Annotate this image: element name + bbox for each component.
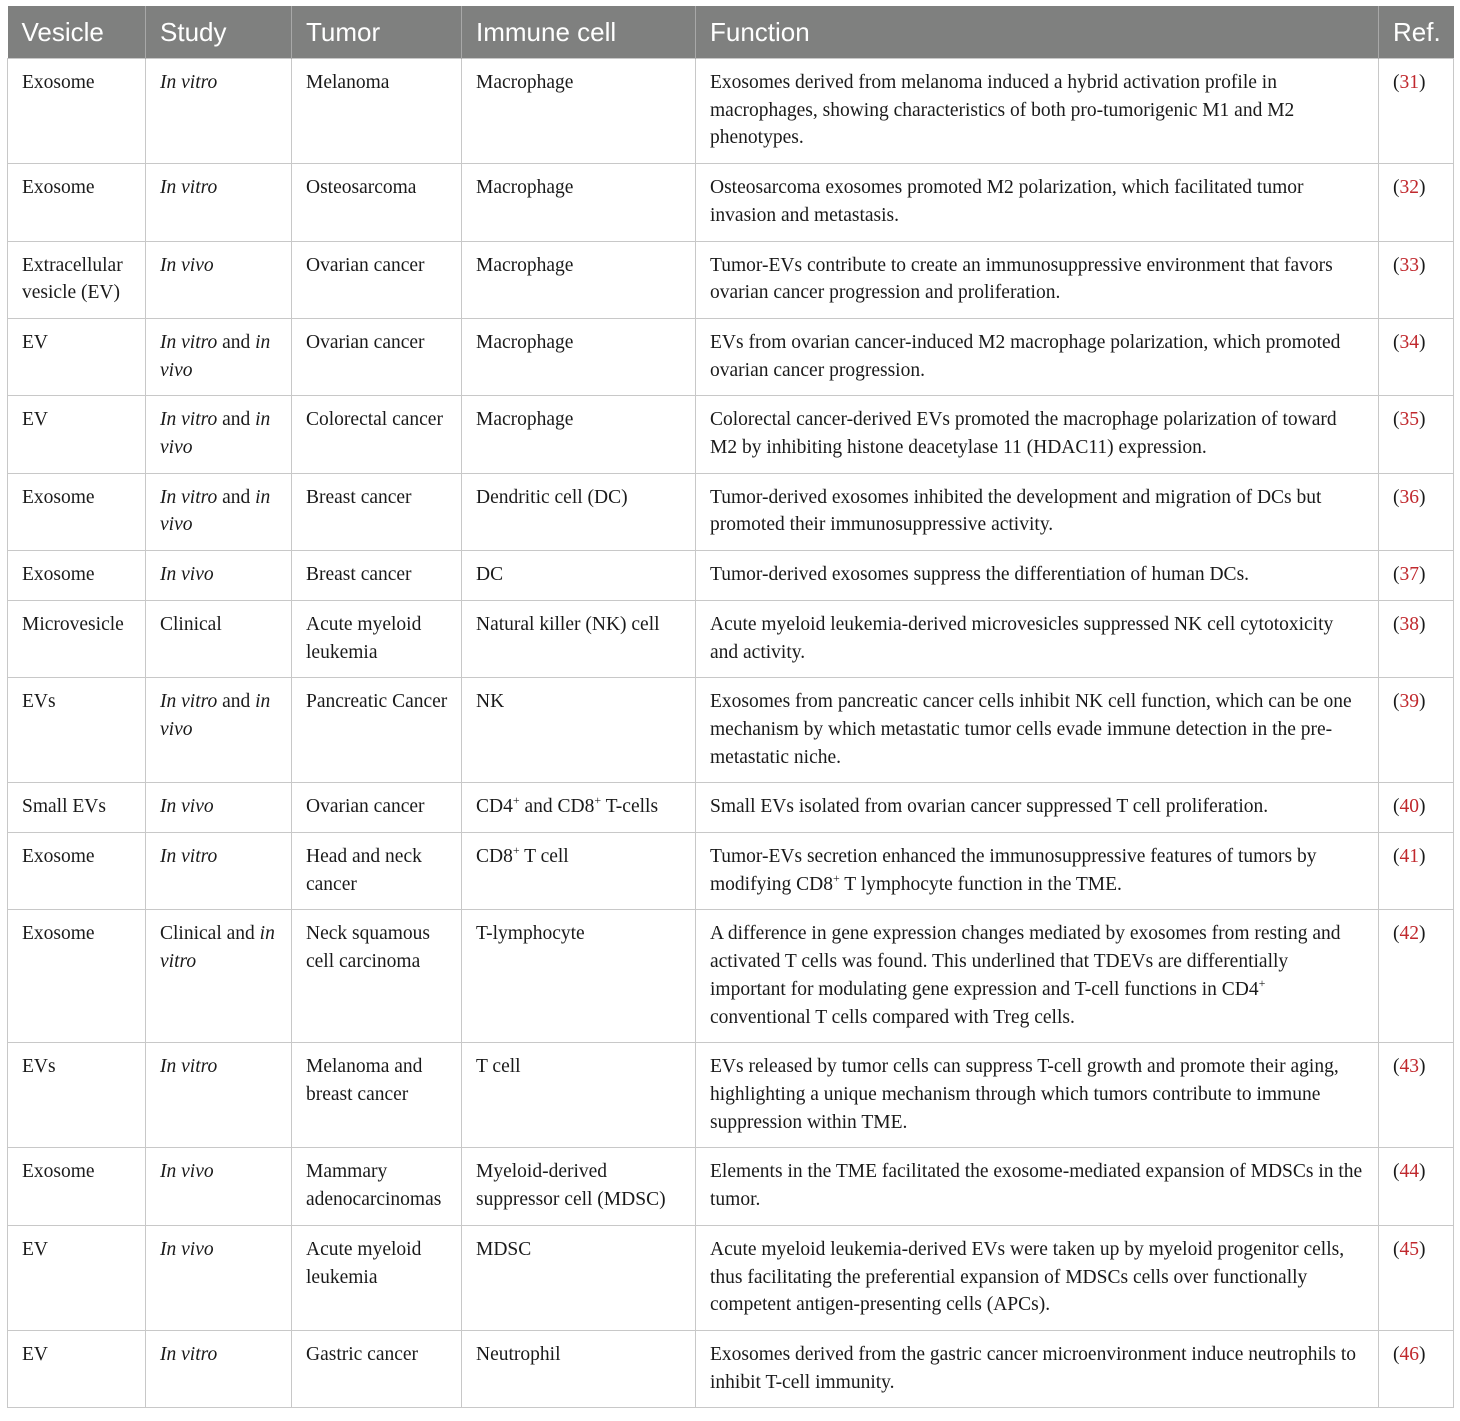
cell-immune-cell [462,551,696,601]
table-row [8,318,1454,395]
cell-immune-cell [462,473,696,550]
cell-immune-cell [462,600,696,677]
paren-open: ( [1393,796,1400,818]
text-run: Clinical [160,613,222,635]
paren-close: ) [1419,177,1426,199]
italic-text: In vitro [160,177,218,199]
superscript: + [512,843,520,858]
text-run: CD4 [476,796,513,818]
cell-function [696,1225,1379,1330]
reference-link[interactable]: 34 [1399,331,1419,353]
text-run: DC [476,564,504,586]
table-row [8,551,1454,601]
cell-function [696,600,1379,677]
table-row [8,1148,1454,1225]
paren-close: ) [1419,564,1426,586]
reference-link[interactable]: 38 [1399,613,1419,635]
reference-link[interactable]: 33 [1399,254,1419,276]
cell-ref [1379,551,1454,601]
text-run: Natural killer (NK) cell [476,613,660,635]
paren-open: ( [1393,846,1400,868]
text-run: Tumor-EVs contribute to create an immunosuppressive environment that favors ovarian cancer progression and proliferation. [710,254,1333,304]
cell-ref [1379,833,1454,910]
cell-function [696,396,1379,473]
table-row [8,910,1454,1043]
cell-ref [1379,1330,1454,1407]
cell-function [696,1330,1379,1407]
italic-text: In vitro [160,72,218,93]
cell-function [696,1043,1379,1148]
table-body [8,59,1454,1408]
cell-immune-cell [462,241,696,318]
cell-function [696,473,1379,550]
text-run: Clinical and [160,923,260,945]
paren-close: ) [1419,72,1426,93]
text-run: Myeloid-derived suppressor cell (MDSC) [476,1161,666,1211]
cell-vesicle: Extracellular vesicle (EV) [8,241,146,318]
italic-text: In vivo [160,796,214,818]
superscript: + [512,793,520,808]
reference-link[interactable]: 44 [1399,1161,1419,1183]
cell-study [146,396,292,473]
cell-tumor: Melanoma and breast cancer [292,1043,462,1148]
cell-vesicle: EV [8,396,146,473]
header-vesicle: Vesicle [8,6,146,59]
cell-study [146,473,292,550]
italic-text: In vitro [160,691,218,713]
cell-tumor: Breast cancer [292,551,462,601]
cell-immune-cell [462,1148,696,1225]
cell-function [696,164,1379,241]
italic-text: in vivo [160,409,271,459]
reference-link[interactable]: 43 [1399,1056,1419,1078]
cell-study [146,1225,292,1330]
italic-text: In vivo [160,1161,214,1183]
paren-close: ) [1419,409,1426,431]
paren-open: ( [1393,254,1400,276]
cell-vesicle: EVs [8,1043,146,1148]
header-row [8,6,1454,59]
paren-open: ( [1393,923,1400,945]
table-row [8,1043,1454,1148]
text-run: Macrophage [476,72,574,93]
table-row [8,1330,1454,1407]
cell-ref [1379,318,1454,395]
header-function: Function [696,6,1379,59]
cell-vesicle: Exosome [8,833,146,910]
paren-close: ) [1419,1056,1426,1078]
cell-study [146,783,292,833]
text-run: A difference in gene expression changes mediated by exosomes from resting and activated T cells was found. This underlined that TDEVs are differentially important for modulating gene expression and T-cell functions in CD4 [710,923,1341,1000]
cell-immune-cell [462,396,696,473]
italic-text: In vitro [160,1343,218,1365]
text-run: T-lymphocyte [476,923,585,945]
cell-immune-cell [462,678,696,783]
table-container [7,6,1453,1408]
text-run: Exosomes derived from the gastric cancer microenvironment induce neutrophils to inhibit T-cell immunity. [710,1343,1357,1393]
text-run: and CD8 [519,796,595,818]
vesicle-table [7,6,1454,1408]
text-run: Exosomes from pancreatic cancer cells inhibit NK cell function, which can be one mechanism by which metastatic tumor cells evade immune detection in the pre-metastatic niche. [710,691,1352,768]
paren-close: ) [1419,923,1426,945]
cell-immune-cell [462,1043,696,1148]
cell-vesicle: Exosome [8,551,146,601]
cell-immune-cell [462,783,696,833]
header-immune-cell: Immune cell [462,6,696,59]
header-study: Study [146,6,292,59]
cell-vesicle: Microvesicle [8,600,146,677]
paren-close: ) [1419,331,1426,353]
cell-tumor: Ovarian cancer [292,318,462,395]
table-row [8,473,1454,550]
text-run: and [217,409,256,431]
table-row [8,833,1454,910]
italic-text: In vitro [160,1056,218,1078]
paren-open: ( [1393,1238,1400,1260]
italic-text: In vitro [160,486,218,508]
cell-ref [1379,1225,1454,1330]
cell-function [696,910,1379,1043]
text-run: Acute myeloid leukemia-derived microvesicles suppressed NK cell cytotoxicity and activity. [710,613,1334,663]
cell-study [146,678,292,783]
cell-function [696,678,1379,783]
reference-link[interactable]: 40 [1399,796,1419,818]
text-run: Tumor-derived exosomes suppress the differentiation of human DCs. [710,564,1250,586]
reference-link[interactable]: 45 [1399,1238,1419,1260]
cell-tumor: Acute myeloid leukemia [292,1225,462,1330]
text-run: and [217,486,256,508]
cell-tumor: Gastric cancer [292,1330,462,1407]
cell-vesicle: EVs [8,678,146,783]
cell-study [146,241,292,318]
reference-link[interactable]: 35 [1399,409,1419,431]
cell-study [146,59,292,164]
text-run: T-cells [601,796,659,818]
cell-ref [1379,241,1454,318]
text-run: CD8 [476,846,513,868]
cell-function [696,551,1379,601]
italic-text: in vivo [160,486,271,536]
cell-ref [1379,1043,1454,1148]
italic-text: In vitro [160,409,218,431]
cell-vesicle: Exosome [8,473,146,550]
paren-close: ) [1419,613,1426,635]
reference-link[interactable]: 36 [1399,486,1419,508]
cell-vesicle: EV [8,1225,146,1330]
text-run: and [217,691,256,713]
reference-link[interactable]: 41 [1399,846,1419,868]
italic-text: In vivo [160,254,214,276]
paren-open: ( [1393,331,1400,353]
italic-text: In vitro [160,846,218,868]
cell-immune-cell [462,164,696,241]
text-run: conventional T cells compared with Treg cells. [710,1006,1075,1028]
cell-tumor: Neck squamous cell carcinoma [292,910,462,1043]
paren-open: ( [1393,72,1400,93]
cell-study [146,833,292,910]
text-run: NK [476,691,505,713]
text-run: and [217,331,256,353]
cell-immune-cell [462,910,696,1043]
cell-tumor: Breast cancer [292,473,462,550]
cell-ref [1379,678,1454,783]
cell-tumor: Osteosarcoma [292,164,462,241]
text-run: Tumor-derived exosomes inhibited the development and migration of DCs but promoted their immunosuppressive activity. [710,486,1322,536]
text-run: T cell [519,846,569,868]
reference-link[interactable]: 46 [1399,1343,1419,1365]
cell-vesicle: Small EVs [8,783,146,833]
cell-study [146,910,292,1043]
cell-ref [1379,783,1454,833]
superscript: + [1258,975,1266,990]
cell-function [696,318,1379,395]
paren-open: ( [1393,409,1400,431]
cell-ref [1379,910,1454,1043]
paren-close: ) [1419,486,1426,508]
text-run: MDSC [476,1238,532,1260]
cell-study [146,1148,292,1225]
text-run: Colorectal cancer-derived EVs promoted the macrophage polarization of toward M2 by inhibiting histone deacetylase 11 (HDAC11) expression. [710,409,1337,459]
cell-ref [1379,396,1454,473]
paren-open: ( [1393,1056,1400,1078]
cell-function [696,833,1379,910]
text-run: Macrophage [476,177,574,199]
paren-close: ) [1419,796,1426,818]
text-run: Macrophage [476,409,574,431]
paren-open: ( [1393,564,1400,586]
paren-close: ) [1419,1238,1426,1260]
paren-open: ( [1393,486,1400,508]
header-ref: Ref. [1379,6,1454,59]
cell-vesicle: EV [8,1330,146,1407]
cell-function [696,59,1379,164]
cell-study [146,600,292,677]
text-run: Osteosarcoma exosomes promoted M2 polarization, which facilitated tumor invasion and metastasis. [710,177,1304,226]
italic-text: in vitro [160,923,275,973]
reference-link[interactable]: 32 [1399,177,1419,199]
cell-function [696,241,1379,318]
header-tumor: Tumor [292,6,462,59]
reference-link[interactable]: 31 [1399,72,1419,93]
cell-vesicle: EV [8,318,146,395]
paren-close: ) [1419,254,1426,276]
cell-study [146,318,292,395]
cell-ref [1379,1148,1454,1225]
cell-study [146,1043,292,1148]
italic-text: In vivo [160,564,214,586]
superscript: + [832,870,840,885]
cell-study [146,164,292,241]
table-row [8,1225,1454,1330]
cell-ref [1379,473,1454,550]
paren-close: ) [1419,1343,1426,1365]
cell-ref [1379,59,1454,164]
cell-vesicle: Exosome [8,910,146,1043]
text-run: EVs from ovarian cancer-induced M2 macrophage polarization, which promoted ovarian cancer progression. [710,331,1341,381]
text-run: Exosomes derived from melanoma induced a hybrid activation profile in macrophages, showing characteristics of both pro-tumorigenic M1 and M2 phenotypes. [710,72,1295,149]
cell-tumor: Acute myeloid leukemia [292,600,462,677]
cell-tumor: Ovarian cancer [292,241,462,318]
cell-ref [1379,164,1454,241]
cell-tumor: Head and neck cancer [292,833,462,910]
text-run: Macrophage [476,254,574,276]
text-run: Dendritic cell (DC) [476,486,628,508]
italic-text: In vivo [160,1238,214,1260]
cell-tumor: Ovarian cancer [292,783,462,833]
reference-link[interactable]: 39 [1399,691,1419,713]
table-row [8,164,1454,241]
paren-open: ( [1393,613,1400,635]
text-run: Tumor-EVs secretion enhanced the immunosuppressive features of tumors by modifying CD8 [710,846,1317,895]
italic-text: in vivo [160,331,271,381]
reference-link[interactable]: 37 [1399,564,1419,586]
cell-immune-cell [462,318,696,395]
cell-study [146,551,292,601]
cell-tumor: Pancreatic Cancer [292,678,462,783]
cell-immune-cell [462,1225,696,1330]
paren-open: ( [1393,691,1400,713]
cell-immune-cell [462,1330,696,1407]
cell-tumor: Colorectal cancer [292,396,462,473]
paren-close: ) [1419,846,1426,868]
cell-immune-cell [462,833,696,910]
cell-function [696,783,1379,833]
cell-vesicle: Exosome [8,164,146,241]
paren-open: ( [1393,1161,1400,1183]
cell-vesicle: Exosome [8,59,146,164]
italic-text: In vitro [160,331,218,353]
text-run: T cell [476,1056,521,1078]
table-row [8,241,1454,318]
paren-close: ) [1419,691,1426,713]
text-run: Acute myeloid leukemia-derived EVs were taken up by myeloid progenitor cells, thus facilitating the preferential expansion of MDSCs cells over functionally competent antigen-presenting cells (APCs). [710,1238,1345,1316]
table-row [8,600,1454,677]
table-row [8,678,1454,783]
cell-function [696,1148,1379,1225]
cell-study [146,1330,292,1407]
paren-open: ( [1393,177,1400,199]
text-run: EVs released by tumor cells can suppress T-cell growth and promote their aging, highlighting a unique mechanism through which tumors contribute to immune suppression within TME. [710,1056,1339,1133]
cell-tumor: Melanoma [292,59,462,164]
table-row [8,59,1454,164]
paren-close: ) [1419,1161,1426,1183]
cell-ref [1379,600,1454,677]
reference-link[interactable]: 42 [1399,923,1419,945]
table-row [8,396,1454,473]
text-run: Neutrophil [476,1343,561,1365]
text-run: Elements in the TME facilitated the exosome-mediated expansion of MDSCs in the tumor. [710,1161,1363,1211]
cell-immune-cell [462,59,696,164]
text-run: Macrophage [476,331,574,353]
cell-vesicle: Exosome [8,1148,146,1225]
paren-open: ( [1393,1343,1400,1365]
italic-text: in vivo [160,691,271,740]
text-run: T lymphocyte function in the TME. [839,873,1122,895]
cell-tumor: Mammary adenocarcinomas [292,1148,462,1225]
table-row [8,783,1454,833]
superscript: + [594,793,602,808]
text-run: Small EVs isolated from ovarian cancer suppressed T cell proliferation. [710,796,1269,818]
